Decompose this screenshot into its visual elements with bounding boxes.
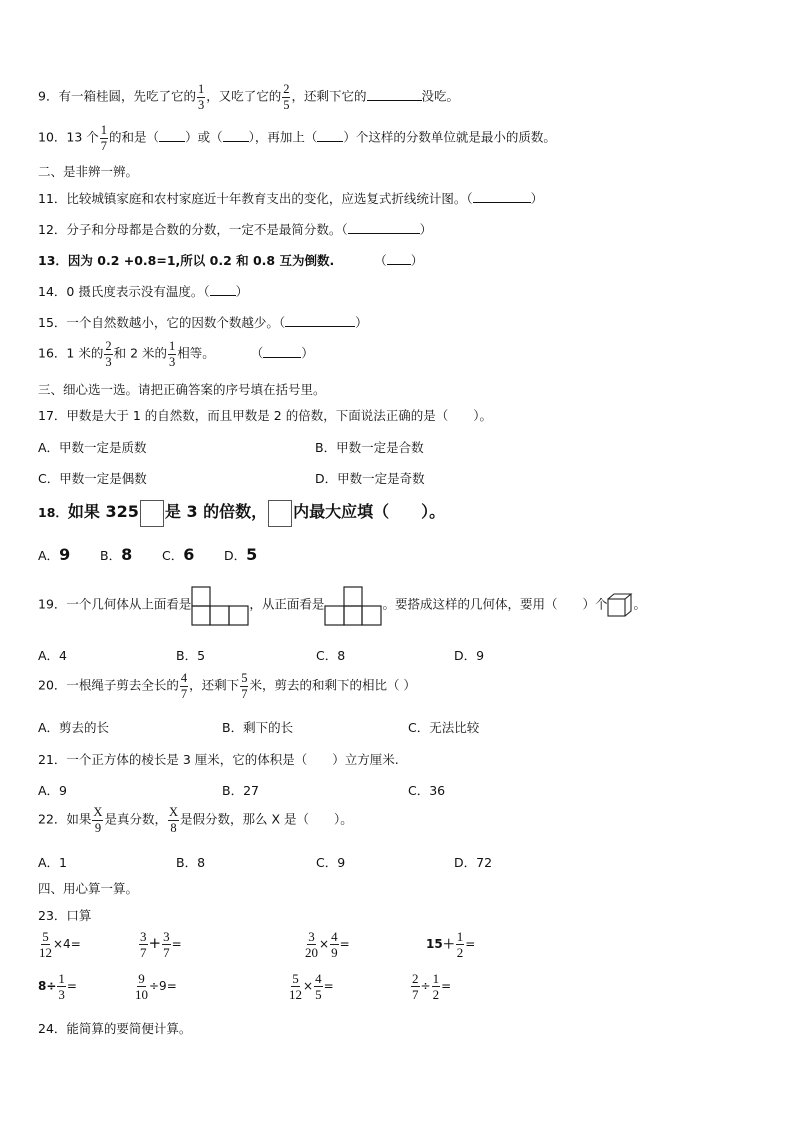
answer-blank[interactable] bbox=[223, 130, 249, 142]
option-d[interactable]: D．72 bbox=[454, 855, 493, 870]
option-d[interactable]: D．5 bbox=[224, 545, 258, 564]
digit-box[interactable] bbox=[268, 500, 292, 527]
answer-blank[interactable] bbox=[473, 191, 531, 203]
calc-item: $\frac{3}{20}$ × $\frac{4}{9}$ = bbox=[305, 929, 350, 960]
question-17: 17．甲数是大于 1 的自然数，而且甲数是 2 的倍数，下面说法正确的是（ ）。 bbox=[38, 408, 492, 423]
question-11: 11．比较城镇家庭和农村家庭近十年教育支出的变化，应选复式折线统计图。（ ） bbox=[38, 191, 544, 206]
answer-blank[interactable] bbox=[348, 222, 420, 234]
front-view-figure bbox=[324, 584, 382, 626]
option-c[interactable]: C．6 bbox=[162, 545, 195, 564]
fraction: $\frac{5}{7}$ bbox=[241, 671, 248, 701]
calc-item: $\frac{3}{7}$ + $\frac{3}{7}$ = bbox=[140, 929, 182, 960]
question-23: 23．口算 bbox=[38, 908, 92, 923]
option-b[interactable]: B．甲数一定是合数 bbox=[315, 440, 424, 455]
option-b[interactable]: B．8 bbox=[100, 545, 133, 564]
question-20: 20．一根绳子剪去全长的 $\frac{4}{7}$ ，还剩下 $\frac{5}{7}$ 米，剪去的和剩下的相比（ ） bbox=[38, 671, 416, 701]
fraction: $\frac{2}{3}$ bbox=[105, 339, 112, 369]
top-view-figure bbox=[191, 584, 249, 626]
option-d[interactable]: D．9 bbox=[454, 648, 485, 663]
digit-box[interactable] bbox=[140, 500, 164, 527]
option-b[interactable]: B．剩下的长 bbox=[222, 720, 294, 735]
option-a[interactable]: A．剪去的长 bbox=[38, 720, 110, 735]
question-10: 10．13 个 $\frac{1}{7}$ 的和是（ ）或（ ），再加上（ ）个这样的分数单位就是最小的质数。 bbox=[38, 123, 556, 153]
option-a[interactable]: A．4 bbox=[38, 648, 68, 663]
option-a[interactable]: A．9 bbox=[38, 545, 71, 564]
question-13: 13．因为 0.2 +0.8=1,所以 0.2 和 0.8 互为倒数. （ ） bbox=[38, 253, 424, 268]
calc-item: $\frac{5}{12}$ × $\frac{4}{5}$ = bbox=[289, 971, 334, 1002]
option-a[interactable]: A．1 bbox=[38, 855, 68, 870]
question-12: 12．分子和分母都是合数的分数，一定不是最简分数。（ ） bbox=[38, 222, 433, 237]
fraction: $\frac{X}{9}$ bbox=[93, 805, 103, 835]
section-heading: 三、细心选一选。请把正确答案的序号填在括号里。 bbox=[38, 382, 326, 397]
fraction: $\frac{1}{7}$ bbox=[100, 123, 108, 153]
answer-blank[interactable] bbox=[159, 130, 185, 142]
fraction: $\frac{1}{3}$ bbox=[169, 339, 176, 369]
fraction: $\frac{X}{8}$ bbox=[168, 805, 178, 835]
section-heading: 四、用心算一算。 bbox=[38, 881, 139, 896]
option-c[interactable]: C．36 bbox=[408, 783, 446, 798]
question-22: 22．如果 $\frac{X}{9}$ 是真分数， $\frac{X}{8}$ 是假分数，那么 X 是（ ）。 bbox=[38, 805, 353, 835]
question-19: 19．一个几何体从上面看是 ，从正面看是 。要搭成这样的几何体，要用（ ）个 。 bbox=[38, 584, 646, 626]
question-15: 15．一个自然数越小，它的因数个数越少。（ ） bbox=[38, 315, 368, 330]
question-14: 14．0 摄氏度表示没有温度。（ ） bbox=[38, 284, 249, 299]
section-heading: 二、是非辨一辨。 bbox=[38, 164, 139, 179]
option-c[interactable]: C．9 bbox=[316, 855, 346, 870]
fraction: $\frac{2}{5}$ bbox=[283, 82, 290, 112]
answer-blank[interactable] bbox=[210, 284, 236, 296]
option-c[interactable]: C．甲数一定是偶数 bbox=[38, 471, 147, 486]
option-b[interactable]: B．8 bbox=[176, 855, 206, 870]
calc-item: $\frac{5}{12}$ ×4= bbox=[39, 929, 81, 960]
option-d[interactable]: D．甲数一定是奇数 bbox=[315, 471, 425, 486]
answer-blank[interactable] bbox=[387, 253, 411, 265]
option-b[interactable]: B．27 bbox=[222, 783, 259, 798]
answer-blank[interactable] bbox=[317, 130, 343, 142]
calc-item: $\frac{9}{10}$ ÷9= bbox=[135, 971, 177, 1002]
option-c[interactable]: C．无法比较 bbox=[408, 720, 480, 735]
answer-blank[interactable] bbox=[263, 346, 301, 358]
fraction: $\frac{1}{3}$ bbox=[197, 82, 205, 112]
option-a[interactable]: A．9 bbox=[38, 783, 68, 798]
option-a[interactable]: A．甲数一定是质数 bbox=[38, 440, 147, 455]
calc-item: 8÷ $\frac{1}{3}$ = bbox=[38, 971, 77, 1002]
calc-item: 15＋ $\frac{1}{2}$ = bbox=[426, 929, 476, 960]
option-b[interactable]: B．5 bbox=[176, 648, 206, 663]
option-c[interactable]: C．8 bbox=[316, 648, 346, 663]
question-18: 18．如果 325 是 3 的倍数， 内最大应填（ ）。 bbox=[38, 499, 445, 527]
question-9: 9．有一箱桂圆，先吃了它的 $\frac{1}{3}$ ，又吃了它的 $\frac{2}{5}$ ，还剩下它的 没吃。 bbox=[38, 82, 460, 112]
question-24: 24．能简算的要简便计算。 bbox=[38, 1021, 192, 1036]
cube-icon bbox=[607, 593, 633, 617]
answer-blank[interactable] bbox=[285, 315, 355, 327]
fraction: $\frac{4}{7}$ bbox=[180, 671, 188, 701]
question-21: 21．一个正方体的棱长是 3 厘米，它的体积是（ ）立方厘米. bbox=[38, 752, 399, 767]
calc-item: $\frac{2}{7}$ ÷ $\frac{1}{2}$ = bbox=[412, 971, 452, 1002]
answer-blank[interactable] bbox=[367, 89, 422, 101]
question-16: 16．1 米的 $\frac{2}{3}$ 和 2 米的 $\frac{1}{3}$ 相等。 （ ） bbox=[38, 339, 314, 369]
